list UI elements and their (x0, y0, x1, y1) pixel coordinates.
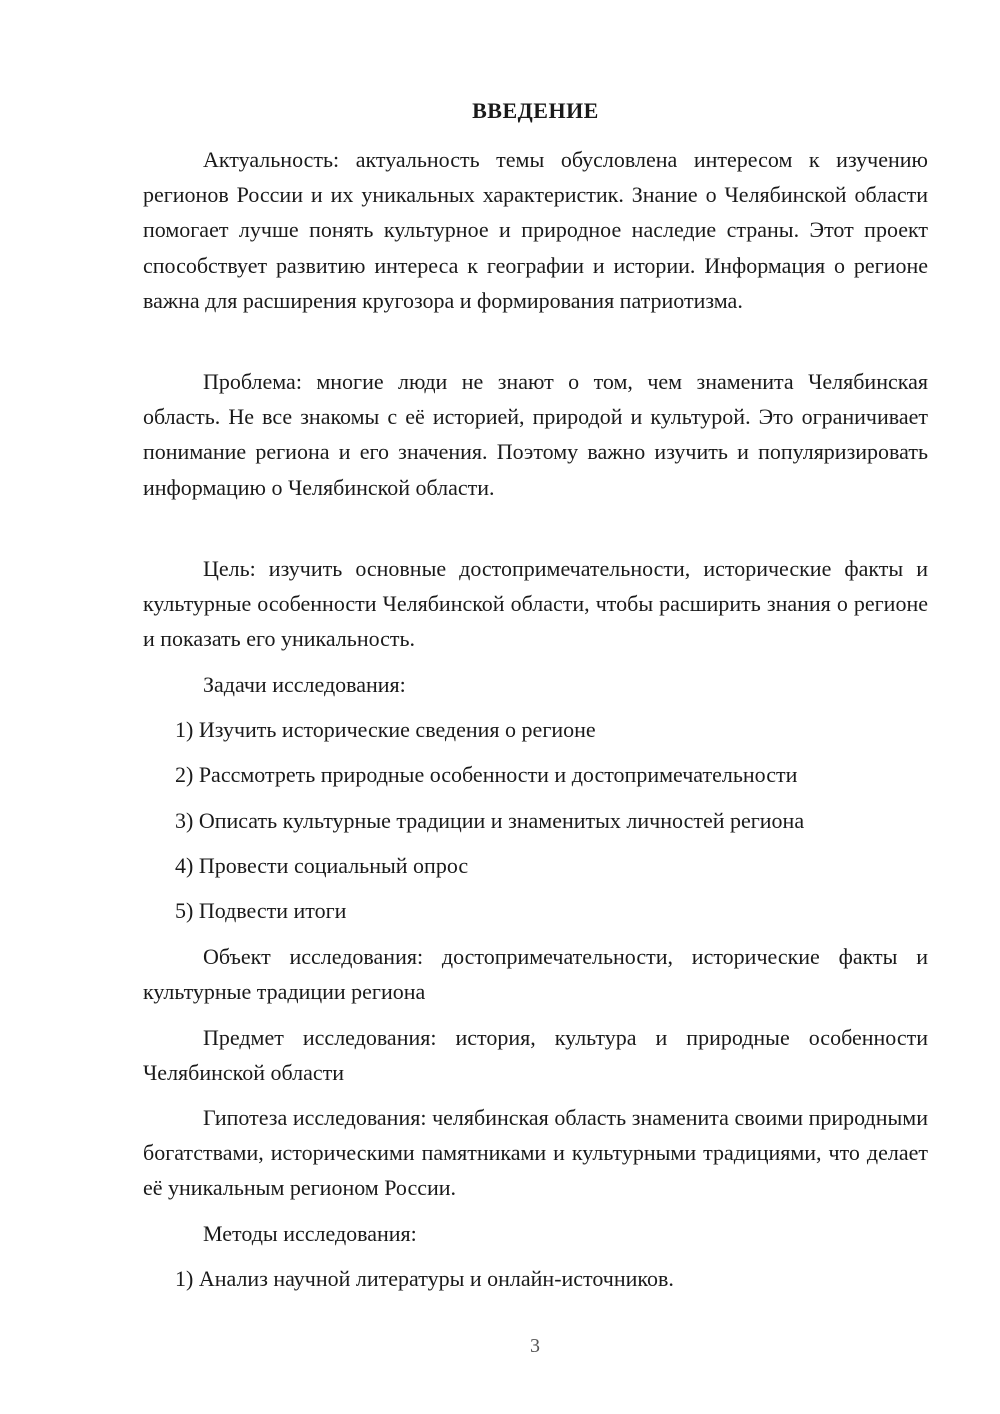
relevance-paragraph: Актуальность: актуальность темы обусловлена интересом к изучению регионов России и их уникальных характеристик. Знание о Челябинской области помогает лучше понять культурное и природное наследие страны. Этот проект способствует развитию интереса к географии и истории. Информация о регионе важна для расширения кругозора и формирования патриотизма. (143, 147, 928, 313)
task-item-3: 3) Описать культурные традиции и знаменитых личностей региона (175, 808, 805, 833)
tasks-heading: Задачи исследования: (203, 672, 406, 697)
task-item-1: 1) Изучить исторические сведения о регионе (175, 717, 596, 742)
goal-paragraph: Цель: изучить основные достопримечательности, исторические факты и культурные особенности Челябинской области, чтобы расширить знания о регионе и показать его уникальность. (143, 556, 928, 652)
task-item-2: 2) Рассмотреть природные особенности и достопримечательности (175, 762, 798, 787)
object-paragraph: Объект исследования: достопримечательности, исторические факты и культурные традиции региона (143, 944, 928, 1005)
page-number: 3 (530, 1335, 540, 1357)
method-item-1: 1) Анализ научной литературы и онлайн-источников. (175, 1266, 674, 1291)
hypothesis-paragraph: Гипотеза исследования: челябинская область знаменита своими природными богатствами, историческими памятниками и культурными традициями, что делает её уникальным регионом России. (143, 1105, 928, 1201)
subject-paragraph: Предмет исследования: история, культура и природные особенности Челябинской области (143, 1025, 928, 1086)
problem-paragraph: Проблема: многие люди не знают о том, чем знаменита Челябинская область. Не все знакомы с её историей, природой и культурой. Это ограничивает понимание региона и его значения. Поэтому важно изучить и популяризировать информацию о Челябинской области. (143, 369, 928, 500)
methods-heading: Методы исследования: (203, 1221, 417, 1246)
task-item-4: 4) Провести социальный опрос (175, 853, 469, 878)
task-item-5: 5) Подвести итоги (175, 898, 347, 923)
page-title: ВВЕДЕНИЕ (472, 98, 599, 123)
